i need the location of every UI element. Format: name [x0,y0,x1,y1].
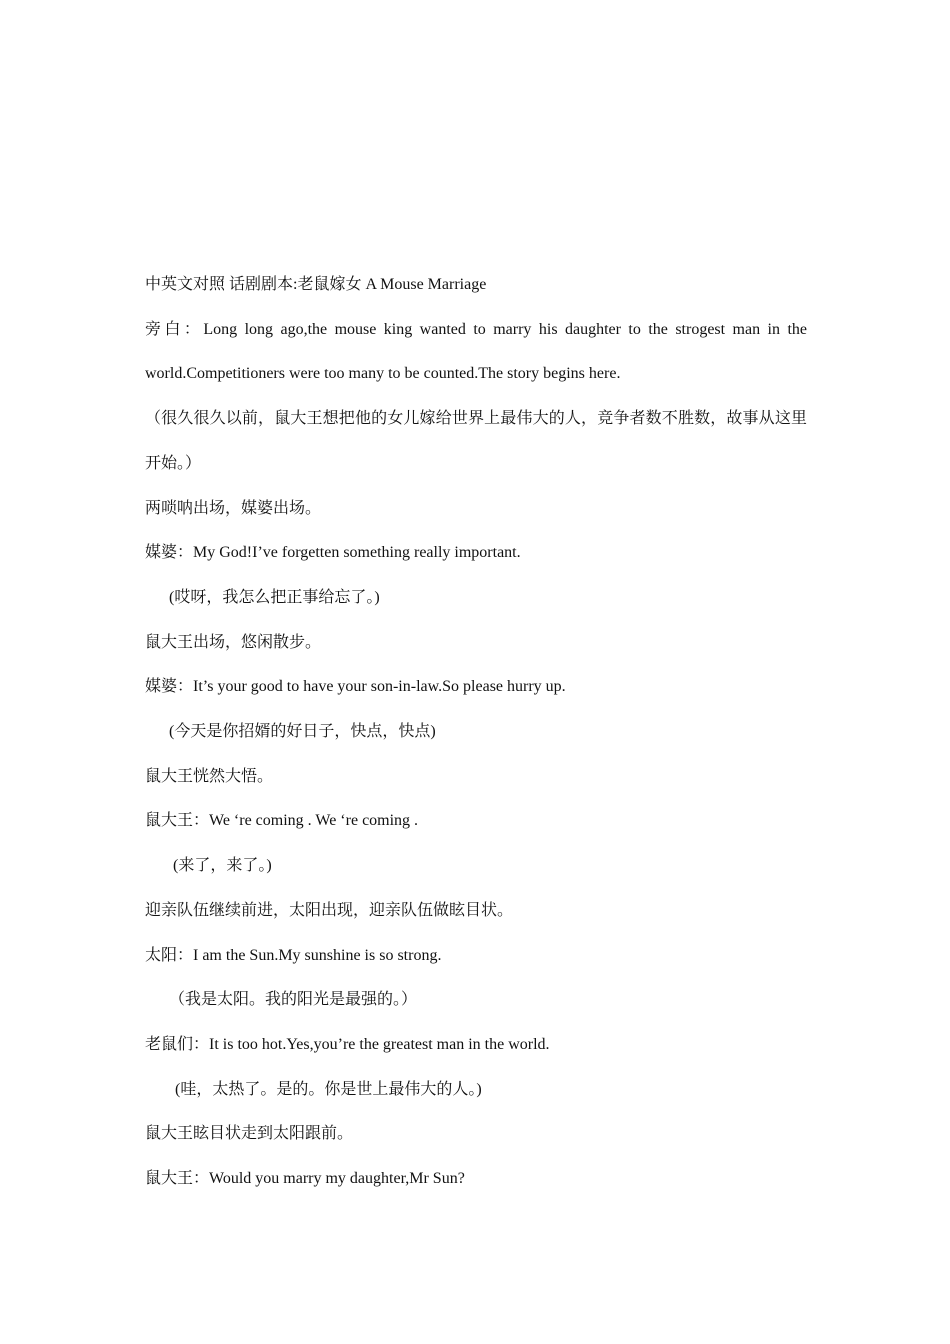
dialogue-line: 老鼠们：It is too hot.Yes,you’re the greatest man in the world. [145,1035,550,1053]
narration-english: 旁白：Long long ago,the mouse king wanted to marry his daughter to the strogest man in the world.Competitioners were too many to be counted.The story begins here. [145,320,807,383]
narration-chinese: （很久很久以前，鼠大王想把他的女儿嫁给世界上最伟大的人，竞争者数不胜数，故事从这里开始。） [145,410,807,472]
stage-direction: 鼠大王恍然大悟。 [145,767,274,785]
dialogue-translation: （我是太阳。我的阳光是最强的。） [169,991,418,1009]
dialogue-translation: (哇，太热了。是的。你是世上最伟大的人。) [175,1080,482,1098]
dialogue-translation: (来了，来了。) [173,857,272,875]
stage-direction: 鼠大王出场，悠闲散步。 [145,633,322,651]
stage-direction: 两唢呐出场，媒婆出场。 [145,499,322,517]
stage-direction: 迎亲队伍继续前进，太阳出现，迎亲队伍做眩目状。 [145,901,514,919]
dialogue-translation: (哎呀，我怎么把正事给忘了。) [169,588,380,606]
document-title: 中英文对照 话剧剧本:老鼠嫁女 A Mouse Marriage [145,276,487,293]
dialogue-line: 媒婆：My God!I’ve forgetten something really important. [145,544,521,562]
document-page [145,263,807,1202]
dialogue-line: 媒婆：It’s your good to have your son-in-law.So please hurry up. [145,678,566,696]
dialogue-line: 太阳：I am the Sun.My sunshine is so strong. [145,946,442,964]
stage-direction: 鼠大王眩目状走到太阳跟前。 [145,1125,354,1143]
dialogue-line: 鼠大王：We ‘re coming . We ‘re coming . [145,812,419,830]
dialogue-translation: (今天是你招婿的好日子，快点，快点) [169,723,436,741]
dialogue-line: 鼠大王：Would you marry my daughter,Mr Sun? [145,1170,465,1188]
